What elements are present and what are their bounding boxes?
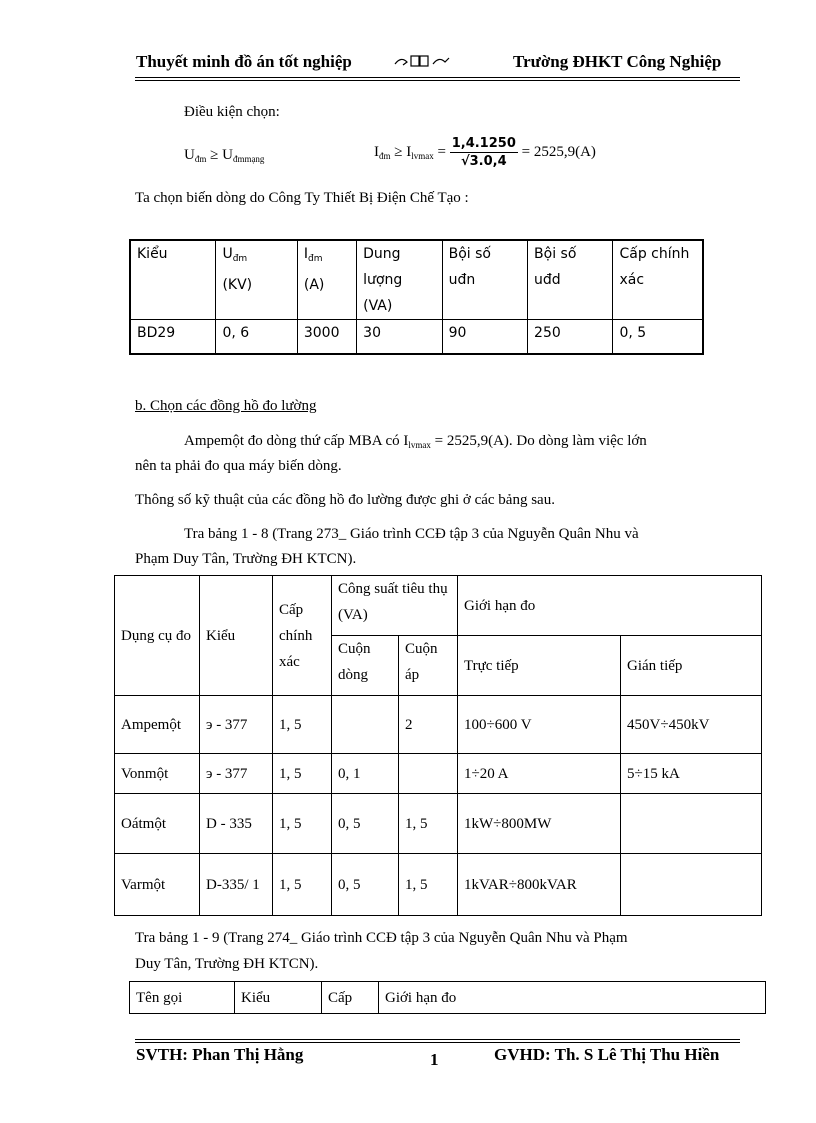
table-cell: 100÷600 V	[458, 696, 621, 754]
header-rule-2	[135, 80, 740, 81]
table-row	[115, 754, 762, 794]
table-cell: Varmột	[115, 854, 200, 916]
section-b-title: b. Chọn các đồng hồ đo lường	[135, 398, 317, 414]
current-transformer-table	[129, 239, 704, 355]
table-cell: D-335/ 1	[200, 854, 273, 916]
paragraph-table-ref: Tra bảng 1 - 8 (Trang 273_ Giáo trình CCĐ tập 3 của Nguyễn Quân Nhu và	[184, 526, 639, 542]
table-cell: 3000	[297, 320, 356, 354]
footer-rule-1	[135, 1039, 740, 1040]
table-cell: Ampemột	[115, 696, 200, 754]
footer-left: SVTH: Phan Thị Hằng	[136, 1045, 304, 1064]
table-cell: 0, 5	[613, 320, 703, 354]
condition-label: Điều kiện chọn:	[184, 104, 280, 120]
voltage-condition: $U_{đm} \ge U_{đmmạng}$	[184, 147, 265, 164]
table-header-cell: Giới hạn đo	[458, 576, 762, 636]
fraction-denominator: √3.0,4	[460, 154, 507, 169]
table-header-cell: Bội số uđn	[442, 240, 527, 320]
table-cell: 0, 5	[332, 794, 399, 854]
table-cell: 1, 5	[273, 754, 332, 794]
table-header-cell: Cấp	[322, 982, 379, 1014]
table-cell: 0, 1	[332, 754, 399, 794]
table-cell: 1, 5	[399, 854, 458, 916]
table-cell: BD29	[130, 320, 216, 354]
table-header-cell: Cuộn áp	[399, 636, 458, 696]
book-ornament-icon	[393, 53, 451, 74]
table-cell: 2	[399, 696, 458, 754]
table-header-cell: Bội số uđd	[528, 240, 613, 320]
paragraph-specs: Thông số kỹ thuật của các đồng hồ đo lường được ghi ở các bảng sau.	[135, 492, 555, 508]
table-header-cell: Dụng cụ đo	[115, 576, 200, 696]
paragraph-table-ref-cont: Phạm Duy Tân, Trường ĐH KTCN).	[135, 551, 357, 567]
table-header-cell: Cấp chính xác	[273, 576, 332, 696]
table-header-cell: Dung lượng (VA)	[357, 240, 442, 320]
table-cell: 1kVAR÷800kVAR	[458, 854, 621, 916]
table-cell: 450V÷450kV	[621, 696, 762, 754]
table-cell: Vonmột	[115, 754, 200, 794]
table-cell: 5÷15 kA	[621, 754, 762, 794]
paragraph-ammeter-cont: nên ta phải đo qua máy biến dòng.	[135, 458, 342, 474]
table-header-cell: Giới hạn đo	[379, 982, 766, 1014]
table-cell: 1, 5	[273, 696, 332, 754]
paragraph-table-ref-2: Tra bảng 1 - 9 (Trang 274_ Giáo trình CCĐ tập 3 của Nguyễn Quân Nhu và Phạm	[135, 930, 628, 946]
choose-text: Ta chọn biến dòng do Công Ty Thiết Bị Điện Chế Tạo :	[135, 190, 469, 206]
table-cell	[621, 794, 762, 854]
table-cell: 1, 5	[399, 794, 458, 854]
current-condition: $I_{đm} \ge I_{lvmax}$ = $\frac{1,4.1250}{√3.0,4}$ = 2525,9(A)	[374, 136, 596, 169]
measurement-table-2	[129, 981, 766, 1014]
table-cell	[332, 696, 399, 754]
header-right: Trường ĐHKT Công Nghiệp	[513, 52, 722, 71]
footer-right: GVHD: Th. S Lê Thị Thu Hiền	[494, 1045, 720, 1064]
table-header-cell: $U_{đm}$ (KV)	[216, 240, 297, 320]
table-header-cell: Gián tiếp	[621, 636, 762, 696]
current-fraction	[450, 136, 518, 169]
table-cell: 1, 5	[273, 854, 332, 916]
table-cell: 1, 5	[273, 794, 332, 854]
table-cell: э - 377	[200, 696, 273, 754]
table-cell: 1÷20 A	[458, 754, 621, 794]
paragraph-ammeter: Ampemột đo dòng thứ cấp MBA có $I_{lvmax} = 2525,9(A)$. Do dòng làm việc lớn	[184, 433, 647, 450]
table-row	[115, 696, 762, 754]
table-cell: 250	[528, 320, 613, 354]
table-header-cell: Tên gọi	[130, 982, 235, 1014]
paragraph-table-ref-2-cont: Duy Tân, Trường ĐH KTCN).	[135, 956, 319, 972]
table-cell	[399, 754, 458, 794]
table-row	[115, 854, 762, 916]
fraction-numerator: 1,4.1250	[451, 136, 516, 151]
table-header-cell: Kiểu	[235, 982, 322, 1014]
table-cell: D - 335	[200, 794, 273, 854]
header-rule-1	[135, 77, 740, 78]
meter-specs-table	[114, 575, 762, 916]
table-cell: 0, 5	[332, 854, 399, 916]
table-row	[115, 794, 762, 854]
table-cell: 1kW÷800MW	[458, 794, 621, 854]
table-header-cell: Công suất tiêu thụ (VA)	[332, 576, 458, 636]
table-row	[130, 982, 766, 1014]
page-number: 1	[430, 1050, 439, 1069]
table-cell: 30	[357, 320, 442, 354]
table-row	[130, 240, 703, 320]
table-cell: 90	[442, 320, 527, 354]
table-row	[115, 576, 762, 636]
table-cell	[621, 854, 762, 916]
table-header-cell: Kiểu	[130, 240, 216, 320]
table-header-cell: $I_{đm}$ (A)	[297, 240, 356, 320]
table-cell: Oátmột	[115, 794, 200, 854]
table-cell: 0, 6	[216, 320, 297, 354]
table-header-cell: Kiểu	[200, 576, 273, 696]
footer-rule-2	[135, 1042, 740, 1043]
table-row	[130, 320, 703, 354]
table-header-cell: Cuộn dòng	[332, 636, 399, 696]
table-header-cell: Trực tiếp	[458, 636, 621, 696]
header-left: Thuyết minh đồ án tốt nghiệp	[136, 52, 352, 71]
table-cell: э - 377	[200, 754, 273, 794]
table-header-cell: Cấp chính xác	[613, 240, 703, 320]
